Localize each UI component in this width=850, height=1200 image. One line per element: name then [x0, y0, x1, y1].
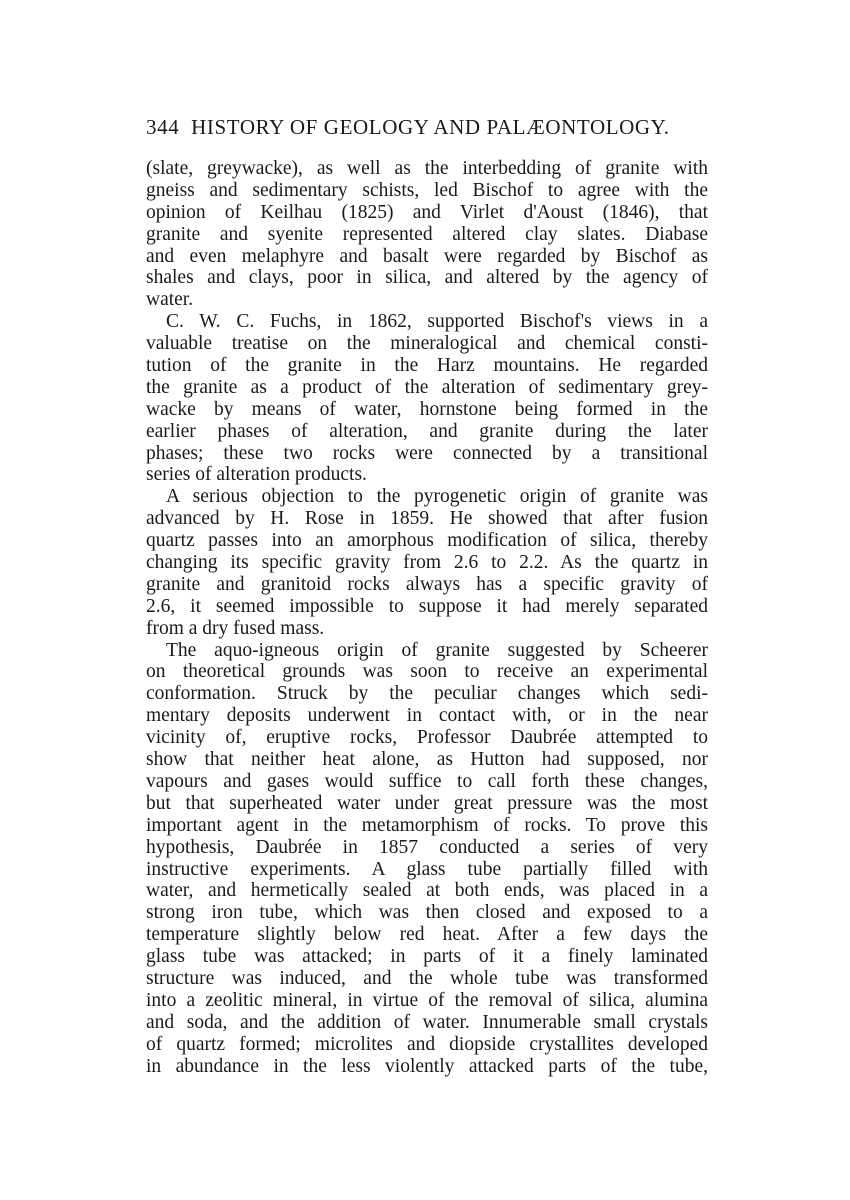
text-line: show that neither heat alone, as Hutton had supposed, nor: [146, 749, 708, 771]
running-head: [146, 112, 708, 142]
paragraph: [146, 640, 708, 1078]
text-line: vapours and gases would suffice to call forth these changes,: [146, 770, 708, 792]
text-line: from a dry fused mass.: [146, 617, 325, 639]
text-line: A serious objection to the pyrogenetic origin of granite was: [166, 486, 708, 508]
paragraph: [146, 486, 708, 639]
text-line: the granite as a product of the alteration of sedimentary grey-: [146, 376, 708, 398]
body-text: [146, 158, 708, 1077]
text-line: conformation. Struck by the peculiar changes which sedi-: [146, 683, 708, 705]
text-line: quartz passes into an amorphous modification of silica, thereby: [146, 530, 708, 552]
text-line: but that superheated water under great pressure was the most: [146, 792, 708, 814]
text-line: of quartz formed; microlites and diopside crystallites developed: [146, 1033, 708, 1055]
text-line: granite and syenite represented altered clay slates. Diabase: [146, 223, 708, 245]
text-line: gneiss and sedimentary schists, led Bischof to agree with the: [146, 179, 708, 201]
text-line: in abundance in the less violently attacked parts of the tube,: [146, 1055, 708, 1077]
text-line: opinion of Keilhau (1825) and Virlet d'Aoust (1846), that: [146, 201, 708, 223]
text-line: strong iron tube, which was then closed and exposed to a: [146, 902, 708, 924]
text-line: into a zeolitic mineral, in virtue of the removal of silica, alumina: [146, 989, 708, 1011]
running-head-title: HISTORY OF GEOLOGY AND PALÆONTOLOGY.: [191, 115, 670, 139]
text-line: earlier phases of alteration, and granite during the later: [146, 420, 708, 442]
text-line: advanced by H. Rose in 1859. He showed that after fusion: [146, 508, 708, 530]
text-line: on theoretical grounds was soon to receive an experimental: [146, 661, 708, 683]
text-line: water.: [146, 289, 194, 311]
paragraph: [146, 311, 708, 486]
text-line: instructive experiments. A glass tube partially filled with: [146, 858, 708, 880]
text-line: water, and hermetically sealed at both ends, was placed in a: [146, 880, 708, 902]
book-page: [146, 112, 708, 1077]
text-line: valuable treatise on the mineralogical and chemical consti-: [146, 333, 708, 355]
paragraph: [146, 158, 708, 311]
text-line: series of alteration products.: [146, 464, 367, 486]
text-line: (slate, greywacke), as well as the interbedding of granite with: [146, 158, 708, 179]
text-line: temperature slightly below red heat. After a few days the: [146, 924, 708, 946]
text-line: important agent in the metamorphism of rocks. To prove this: [146, 814, 708, 836]
text-line: wacke by means of water, hornstone being formed in the: [146, 398, 708, 420]
text-line: vicinity of, eruptive rocks, Professor Daubrée attempted to: [146, 727, 708, 749]
text-line: and soda, and the addition of water. Innumerable small crystals: [146, 1011, 708, 1033]
text-line: phases; these two rocks were connected by a transitional: [146, 442, 708, 464]
text-line: glass tube was attacked; in parts of it a finely laminated: [146, 946, 708, 968]
text-line: shales and clays, poor in silica, and altered by the agency of: [146, 267, 708, 289]
text-line: granite and granitoid rocks always has a specific gravity of: [146, 573, 708, 595]
text-line: The aquo-igneous origin of granite suggested by Scheerer: [166, 639, 708, 661]
text-line: hypothesis, Daubrée in 1857 conducted a series of very: [146, 836, 708, 858]
text-line: and even melaphyre and basalt were regarded by Bischof as: [146, 245, 708, 267]
page-number: 344: [146, 115, 180, 139]
text-line: C. W. C. Fuchs, in 1862, supported Bischof's views in a: [166, 311, 708, 333]
text-line: changing its specific gravity from 2.6 to 2.2. As the quartz in: [146, 552, 708, 574]
text-line: mentary deposits underwent in contact with, or in the near: [146, 705, 708, 727]
text-line: 2.6, it seemed impossible to suppose it had merely separated: [146, 595, 708, 617]
text-line: structure was induced, and the whole tube was transformed: [146, 967, 708, 989]
text-line: tution of the granite in the Harz mountains. He regarded: [146, 355, 708, 377]
